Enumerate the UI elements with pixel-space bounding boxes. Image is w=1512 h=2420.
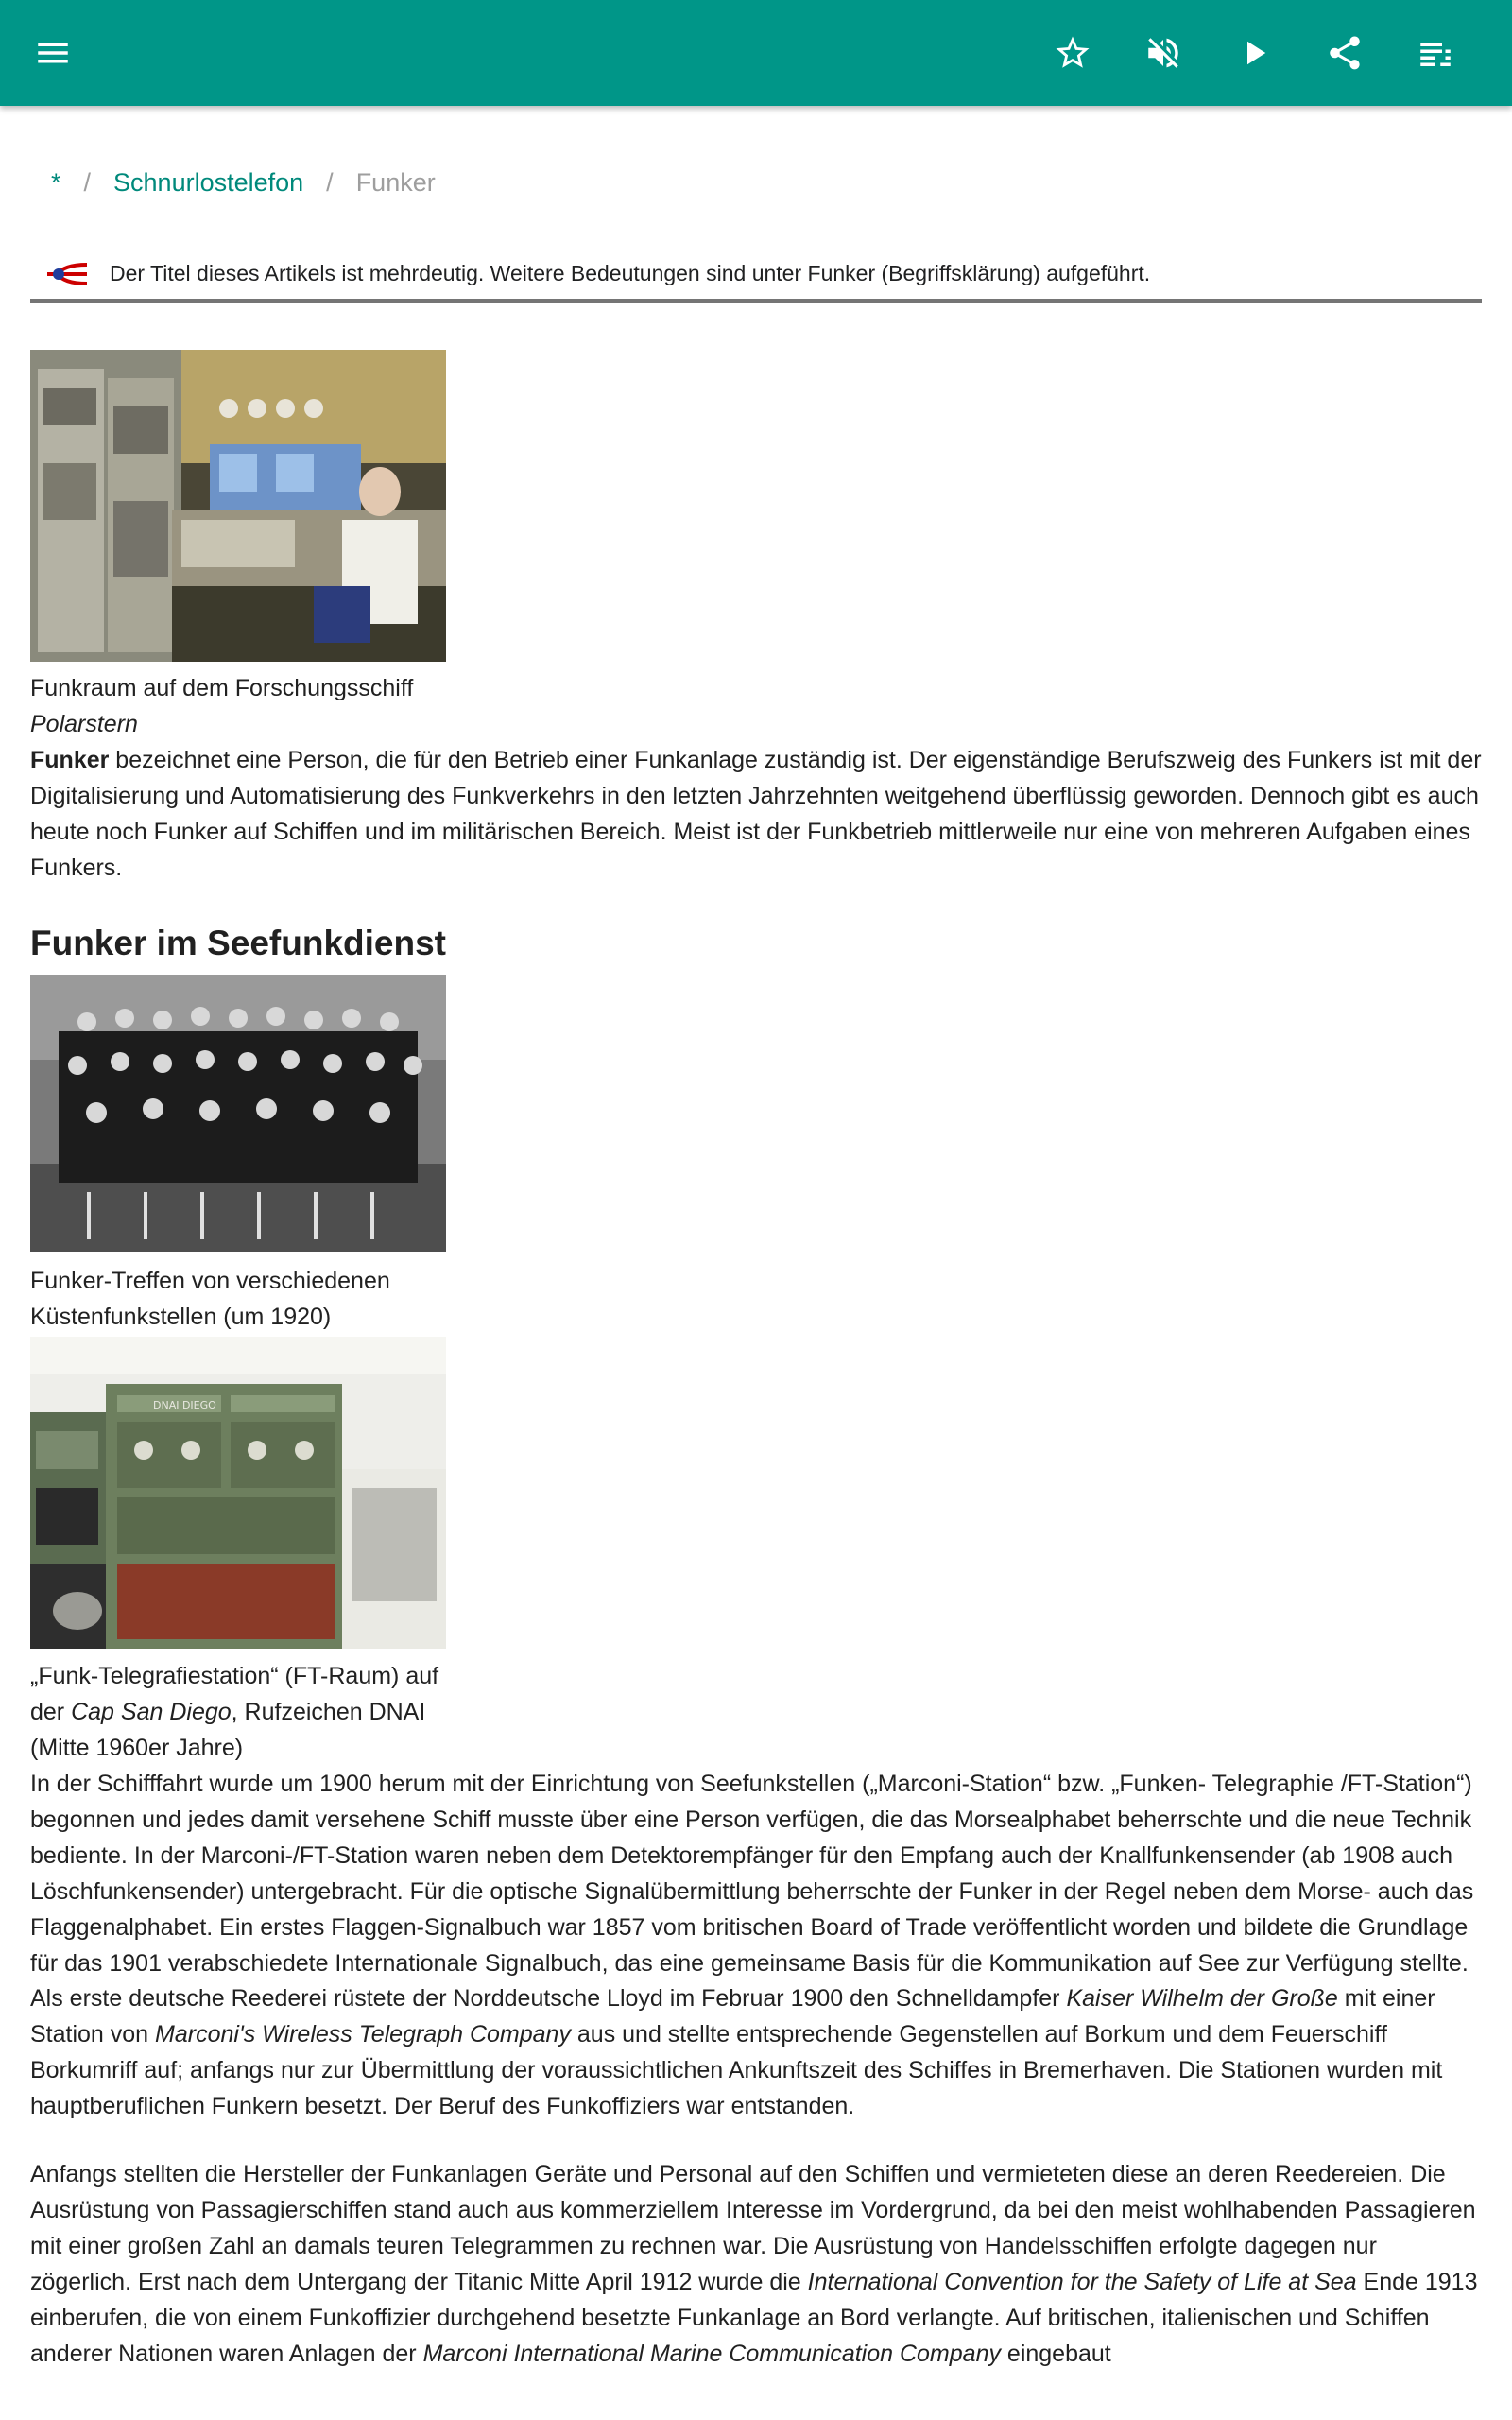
intro-bold-term: Funker: [30, 747, 110, 773]
caption-line: [30, 1694, 465, 1730]
ft-station-photo: [30, 1337, 446, 1649]
disambiguation-icon: [43, 257, 91, 291]
caption-ship-name[interactable]: Cap San Diego: [71, 1699, 232, 1725]
disambiguation-notice: [30, 257, 1482, 303]
paragraph-text: mit einer Station von: [30, 1985, 1435, 2048]
paragraph-text: Ende 1913 einberufen, die von einem Funkoffizier durchgehend besetzte Funkanlage an Bord verlangte. Auf britischen, italienischen und Schiffen anderer Nationen waren Anlagen der: [30, 2269, 1478, 2367]
bookmark-button[interactable]: [1044, 25, 1101, 81]
share-icon: [1325, 33, 1365, 73]
caption-text: (Mitte 1960er Jahre): [30, 1735, 244, 1761]
mute-button[interactable]: [1135, 25, 1192, 81]
convention-link[interactable]: International Convention for the Safety of Life at Sea: [807, 2269, 1357, 2295]
section-heading: Funker im Seefunkdienst: [30, 924, 446, 962]
breadcrumb-parent[interactable]: Schnurlostelefon: [113, 168, 304, 197]
ship-link[interactable]: Kaiser Wilhelm der Große: [1066, 1985, 1338, 2012]
star-outline-icon: [1053, 33, 1092, 73]
paragraph-1: In der Schifffahrt wurde um 1900 herum mit der Einrichtung von Seefunkstellen („Marconi-Station“ bzw. „Funken- Telegraphie /FT-Station“) begonnen und jedes damit versehene Schiff musste über eine Person verfügen, die das Morsealphabet beherrschte und die neue Technik bediente. In der Marconi-/FT-Station waren neben dem Detektorempfänger für den Empfang auch der Knallfunkensender (ab 1908 auch Löschfunkensender) untergebracht. Für die optische Signalübermittlung beherrschte der Funker in der Regel neben dem Morse- auch das Flaggenalphabet. Ein erstes Flaggen-Signalbuch war 1857 vom britischen Board of Trade veröffentlicht worden und bildete die Grundlage für das 1901 verabschiedete Internationale Signalbuch, das eine gemeinsame Basis für die Kommunikation auf See zur Verfügung stellte.: [30, 1771, 1474, 1977]
menu-icon: [33, 33, 73, 73]
playlist-button[interactable]: [1407, 25, 1464, 81]
caption-text: der: [30, 1699, 72, 1725]
caption-ship-name: Polarstern: [30, 711, 138, 737]
playlist-icon: [1416, 33, 1455, 73]
play-button[interactable]: [1226, 25, 1282, 81]
radio-room-photo: [30, 350, 446, 662]
radio-room-image[interactable]: [30, 350, 446, 662]
caption-text: Funker-Treffen von verschiedenen: [30, 1268, 390, 1294]
paragraph-3: [30, 2156, 1482, 2372]
breadcrumb-separator: /: [83, 168, 92, 197]
group-photo: [30, 975, 446, 1252]
paragraph-2: [30, 1980, 1482, 2124]
company-link[interactable]: Marconi's Wireless Telegraph Company: [155, 2021, 571, 2048]
caption-text: , Rufzeichen DNAI: [231, 1699, 426, 1725]
meeting-caption: [30, 1263, 465, 1335]
paragraph-text: Anfangs stellten die Hersteller der Funkanlagen Geräte und Personal auf den Schiffen und vermieteten diese an deren Reedereien. Die Ausrüstung von Passagierschiffen stand auch aus kommerziellem Interesse im Vordergrund, da bei den meist wohlhabenden Passagieren mit einer großen Zahl an damals teuren Telegrammen zu rechnen war. Die Ausrüstung von Handelsschiffen erfolgte dagegen nur zögerlich. Erst nach dem Untergang der Titanic Mitte April 1912 wurde die: [30, 2161, 1476, 2295]
intro-paragraph: [30, 742, 1482, 886]
breadcrumb: [51, 168, 436, 198]
radio-operators-meeting-image[interactable]: [30, 975, 446, 1252]
radio-room-caption: [30, 670, 465, 742]
caption-text: Küstenfunkstellen (um 1920): [30, 1304, 332, 1330]
paragraph-text: eingebaut: [1000, 2341, 1111, 2367]
breadcrumb-separator: /: [326, 168, 334, 197]
play-icon: [1234, 33, 1274, 73]
breadcrumb-home[interactable]: *: [51, 168, 61, 197]
panel-label: DNAI DIEGO: [153, 1399, 216, 1411]
company-link[interactable]: Marconi International Marine Communication Company: [422, 2341, 1001, 2367]
ft-station-caption: [30, 1658, 465, 1766]
breadcrumb-current: Funker: [355, 168, 436, 197]
intro-text: bezeichnet eine Person, die für den Betrieb einer Funkanlage zuständig ist. Der eigenständige Berufszweig des Funkers ist mit der Digitalisierung und Automatisierung des Funkverkehrs in den letzten Jahrzehnten weitgehend überflüssig geworden. Dennoch gibt es auch heute noch Funker auf Schiffen und im militärischen Bereich. Meist ist der Funkbetrieb mittlerweile nur eine von mehreren Aufgaben eines Funkers.: [30, 747, 1482, 881]
disambiguation-text: Der Titel dieses Artikels ist mehrdeutig. Weitere Bedeutungen sind unter Funker (Begriffsklärung) aufgeführt.: [110, 261, 1151, 285]
menu-button[interactable]: [25, 25, 81, 81]
volume-off-icon: [1143, 33, 1183, 73]
ft-station-image[interactable]: [30, 1337, 446, 1649]
share-button[interactable]: [1316, 25, 1373, 81]
paragraph-text: Als erste deutsche Reederei rüstete der Norddeutsche Lloyd im Februar 1900 den Schnelldampfer: [30, 1985, 1067, 2012]
paragraph-text: aus und stellte entsprechende Gegenstellen auf Borkum und dem Feuerschiff Borkumriff auf; anfangs nur zur Übermittlung der voraussichtlichen Ankunftszeit des Schiffes in Bremerhaven. Die Stationen wurden mit hauptberuflichen Funkern besetzt. Der Beruf des Funkoffiziers war entstanden.: [30, 2021, 1443, 2119]
caption-text: „Funk-Telegrafiestation“ (FT-Raum) auf: [30, 1663, 439, 1689]
app-toolbar: [0, 0, 1512, 106]
caption-text: Funkraum auf dem Forschungsschiff: [30, 675, 414, 701]
